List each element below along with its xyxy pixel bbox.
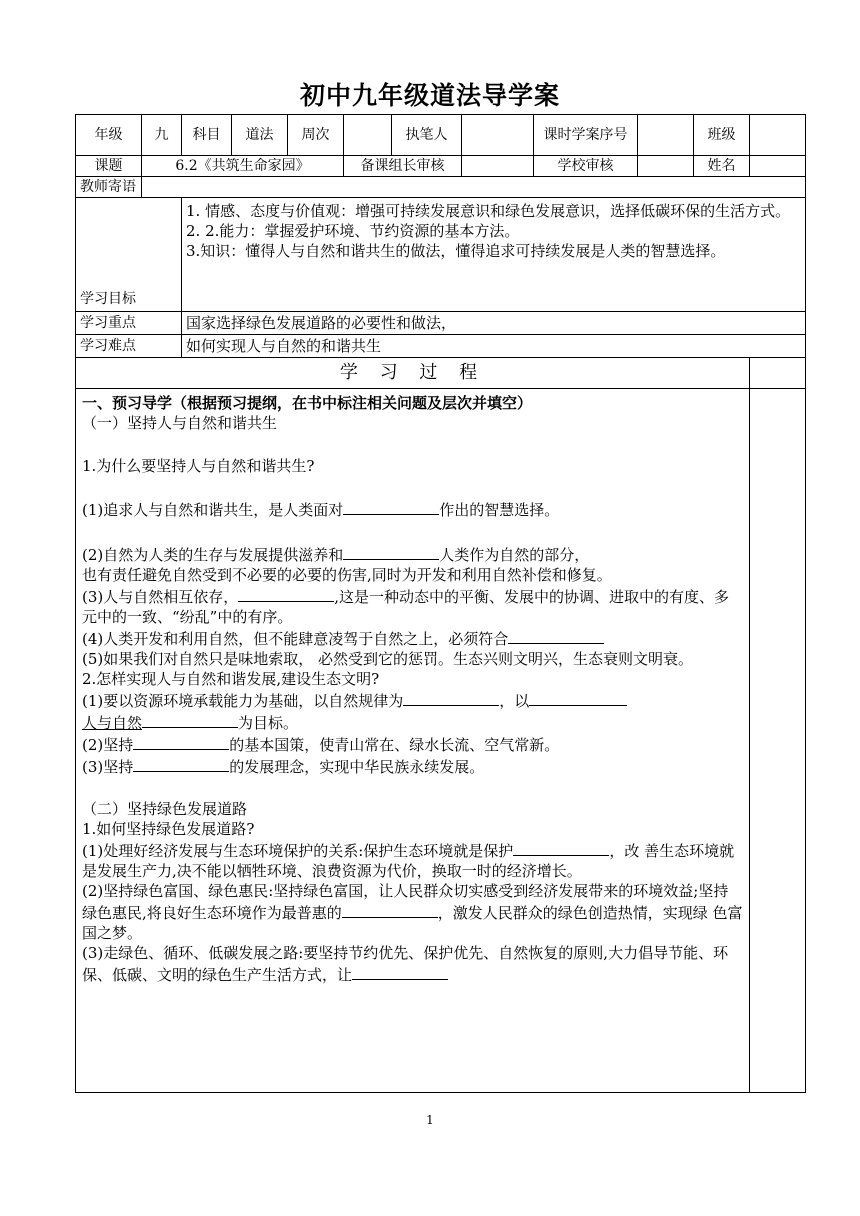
fill-blank[interactable] [513,839,609,856]
question-item: (3)坚持 的发展理念，实现中华民族永续发展。 [82,755,743,777]
fill-blank[interactable] [343,498,439,515]
difficulty-label: 学习难点 [76,335,182,358]
question-item: (5)如果我们对自然只是味地索取， 必然受到它的惩罚。生态兴则文明兴，生态衰则文明衰。 [82,649,694,668]
question-item: 人与自然 为目标。 [82,711,743,733]
difficulty-text: 如何实现人与自然的和谐共生 [182,335,806,358]
topic-value: 6.2《共筑生命家园》 [142,156,344,177]
class-label: 班级 [694,115,750,156]
week-value [344,115,392,156]
fill-blank[interactable] [529,689,627,706]
goals-text [182,198,806,312]
question-item: (2)自然为人类的生存与发展提供滋养和 人类作为自然的部分， [82,543,743,565]
teacher-message-label: 教师寄语 [76,177,142,198]
notes-column-header [750,358,806,389]
name-value [750,156,806,177]
fill-blank[interactable] [403,689,499,706]
group-review-value [462,156,534,177]
question-item: (2)坚持 的基本国策，使青山常在、绿水长流、空气常新。 [82,733,743,755]
goal-item: 1. 情感、态度与价值观：增强可持续发展意识和绿色发展意识，选择低碳环保的生活方式。 [186,202,791,220]
subject-value: 道法 [232,115,288,156]
fill-blank[interactable] [352,963,448,980]
question: 1.如何坚持绿色发展道路? [82,820,255,838]
class-value [750,115,806,156]
author-label: 执笔人 [392,115,462,156]
question-item: (3)人与自然相互依存， ,这是一种动态中的平衡、发展中的协调、进取中的有度、多元中的一致、“纷乱”中的有序。 [82,585,743,627]
name-label: 姓名 [694,156,750,177]
school-review-label: 学校审核 [534,156,638,177]
fill-blank[interactable] [342,901,438,918]
worksheet-table [75,114,806,1093]
school-review-value [638,156,694,177]
author-value [462,115,534,156]
question: 2.怎样实现人与自然和谐发展,建设生态文明? [82,669,380,688]
process-title: 学 习 过 程 [76,358,750,389]
page-number: 1 [426,1113,434,1127]
fill-blank[interactable] [238,585,334,602]
fill-blank[interactable] [508,627,604,644]
part-heading: （二）坚持绿色发展道路 [82,800,248,818]
question: 1.为什么要坚持人与自然和谐共生? [82,456,315,475]
question-item: (1)处理好经济发展与生态环境保护的关系:保护生态环境就是保护 ，改 善生态环境就是发展生产力,决不能以牺牲环境、浪费资源为代价，换取一时的经济增长。 [82,839,743,881]
notes-column [750,389,806,1093]
topic-label: 课题 [76,156,142,177]
goals-label: 学习目标 [76,198,182,312]
grade-label: 年级 [76,115,142,156]
page-title: 初中九年级道法导学案 [299,81,560,110]
key-points-label: 学习重点 [76,312,182,335]
section-heading: 一、预习导学（根据预习提纲，在书中标注相关问题及层次并填空） [82,394,533,412]
question-item: (1)要以资源环境承载能力为基础，以自然规律为 ，以 [82,689,743,711]
study-content [76,389,750,1093]
question-item: (3)走绿色、循环、低碳发展之路:要坚持节约优先、保护优先、自然恢复的原则,大力倡导节能、环保、低碳、文明的绿色生产生活方式，让 [82,944,729,984]
question-item: (2)坚持绿色富国、绿色惠民:坚持绿色富国，让人民群众切实感受到经济发展带来的环境效益;坚持绿色惠民,将良好生态环境作为最普惠的 ，激发人民群众的绿色创造热情，实现绿 色富国之梦。 [82,882,743,942]
question-item: 也有责任避免自然受到不必要的必要的伤害,同时为开发和利用自然补偿和修复。 [82,565,612,584]
goal-item: 3.知识：懂得人与自然和谐共生的做法，懂得追求可持续发展是人类的智慧选择。 [186,242,726,260]
fill-blank[interactable] [133,733,229,750]
lesson-no-value [638,115,694,156]
goal-item: 2. 2.能力：掌握爱护环境、节约资源的基本方法。 [186,222,520,240]
grade-value: 九 [142,115,182,156]
week-label: 周次 [288,115,344,156]
question-item: (1)追求人与自然和谐共生，是人类面对 作出的智慧选择。 [82,498,743,520]
fill-blank[interactable] [133,755,229,772]
subject-label: 科目 [182,115,232,156]
lesson-no-label: 课时学案序号 [534,115,638,156]
key-points-text: 国家选择绿色发展道路的必要性和做法， [182,312,806,335]
part-heading: （一）坚持人与自然和谐共生 [82,414,278,432]
fill-blank[interactable] [343,543,439,560]
group-review-label: 备课组长审核 [344,156,462,177]
teacher-message-value [142,177,806,198]
fill-blank[interactable] [142,711,238,728]
question-item: (4)人类开发和利用自然，但不能肆意凌驾于自然之上，必须符合 [82,627,743,649]
